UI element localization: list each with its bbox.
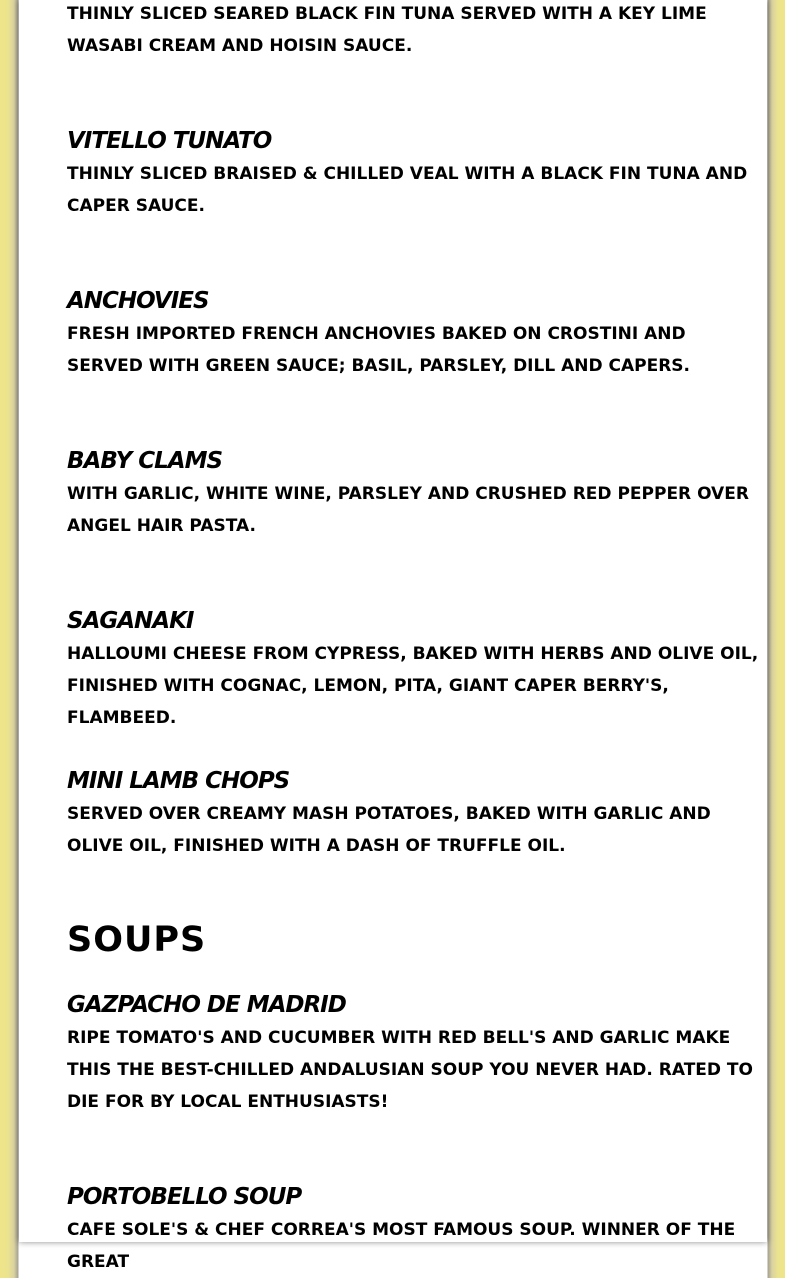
mini-lamb-chops-description: SERVED OVER CREAMY MASH POTATOES, BAKED WITH GARLIC AND OLIVE OIL, FINISHED WITH A DASH OF TRUFFLE OIL. (67, 804, 711, 856)
baby-clams-title: BABY CLAMS (67, 448, 223, 474)
baby-clams-description: WITH GARLIC, WHITE WINE, PARSLEY AND CRUSHED RED PEPPER OVER ANGEL HAIR PASTA. (67, 484, 749, 536)
vitello-tunato-description: THINLY SLICED BRAISED & CHILLED VEAL WITH A BLACK FIN TUNA AND CAPER SAUCE. (67, 164, 748, 216)
mini-lamb-chops-title: MINI LAMB CHOPS (67, 768, 290, 794)
gazpacho-title: GAZPACHO DE MADRID (67, 992, 346, 1018)
gazpacho-description: RIPE TOMATO'S AND CUCUMBER WITH RED BELL'S AND GARLIC MAKE THIS THE BEST-CHILLED ANDALUSIAN SOUP YOU NEVER HAD. RATED TO DIE FOR BY LOCAL ENTHUSIASTS! (67, 1028, 753, 1112)
menu-page (19, 0, 767, 1272)
tuna-item-description: THINLY SLICED SEARED BLACK FIN TUNA SERVED WITH A KEY LIME WASABI CREAM AND HOISIN SAUCE. (67, 4, 707, 56)
saganaki-title: SAGANAKI (67, 608, 194, 634)
soups-section-heading: SOUPS (67, 920, 207, 960)
anchovies-title: ANCHOVIES (67, 288, 209, 314)
portobello-soup-title: PORTOBELLO SOUP (67, 1184, 302, 1210)
saganaki-description: HALLOUMI CHEESE FROM CYPRESS, BAKED WITH HERBS AND OLIVE OIL, FINISHED WITH COGNAC, LEMON, PITA, GIANT CAPER BERRY'S, FLAMBEED. (67, 644, 759, 728)
anchovies-description: FRESH IMPORTED FRENCH ANCHOVIES BAKED ON CROSTINI AND SERVED WITH GREEN SAUCE; BASIL, PARSLEY, DILL AND CAPERS. (67, 324, 690, 376)
vitello-tunato-title: VITELLO TUNATO (67, 128, 272, 154)
portobello-soup-description: CAFE SOLE'S & CHEF CORREA'S MOST FAMOUS SOUP. WINNER OF THE GREAT (67, 1220, 736, 1272)
